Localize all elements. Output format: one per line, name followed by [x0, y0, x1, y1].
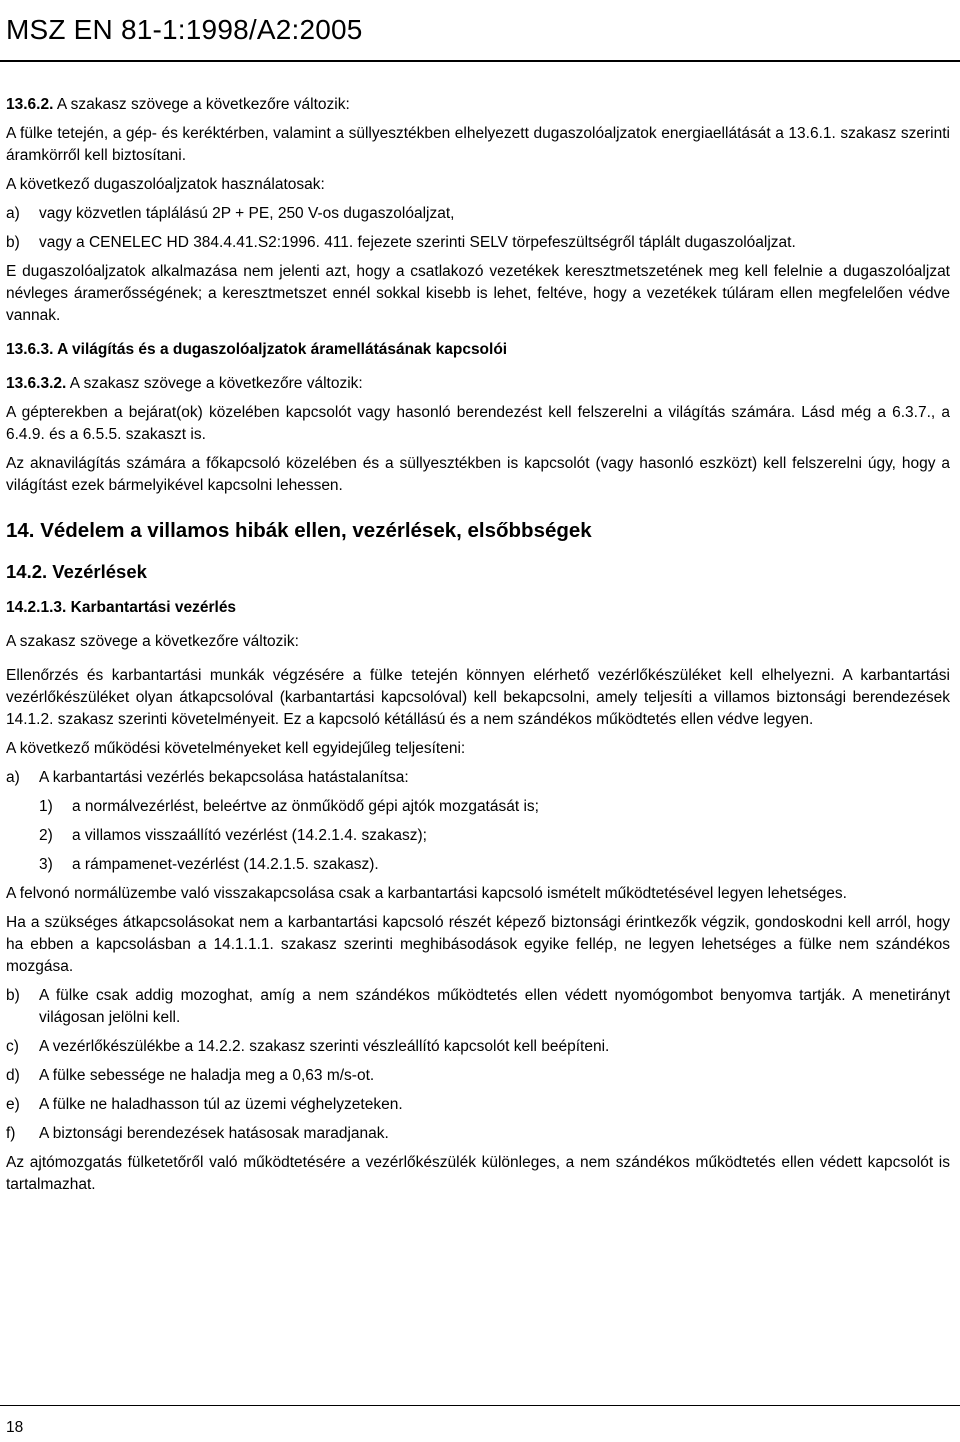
- paragraph: Az aknavilágítás számára a főkapcsoló közelében és a süllyesztékben is kapcsolót (vagy hasonló eszközt) kell felszerelni úgy, hogy a világítást ezek bármelyikével kapcsolni lehessen.: [6, 455, 950, 494]
- list-item: [6, 1065, 950, 1087]
- section-14-2-1-3-heading: 14.2.1.3. Karbantartási vezérlés: [6, 599, 237, 616]
- intro-text: A szakasz szövege a következőre változik:: [69, 375, 363, 392]
- page-number: 18: [6, 1419, 24, 1436]
- list-label: 3): [39, 856, 53, 873]
- list-item: [6, 985, 950, 1029]
- list-text: vagy a CENELEC HD 384.4.41.S2:1996. 411. fejezete szerinti SELV törpefeszültségről táplált dugaszolóaljzat.: [39, 234, 796, 251]
- section-13-6-3-heading: 13.6.3. A világítás és a dugaszolóaljzatok áramellátásának kapcsolói: [6, 341, 508, 358]
- intro-text: A szakasz szövege a következőre változik:: [6, 633, 299, 650]
- section-number: 13.6.3.2.: [6, 375, 67, 392]
- list-text: vagy közvetlen táplálású 2P + PE, 250 V-os dugaszolóaljzat,: [39, 205, 455, 222]
- list-item: [6, 1094, 950, 1116]
- list-item: [6, 232, 950, 254]
- list-text: A biztonsági berendezések hatásosak maradjanak.: [39, 1125, 389, 1142]
- list-text: a normálvezérlést, beleértve az önműködő gépi ajtók mozgatását is;: [72, 798, 539, 815]
- header-divider: [0, 60, 960, 62]
- document-standard-title: MSZ EN 81-1:1998/A2:2005: [6, 14, 363, 45]
- list-label: 1): [39, 798, 53, 815]
- list-text: A fülke csak addig mozoghat, amíg a nem szándékos működtetés ellen védett nyomógombot benyomva tartják. A menetirányt világosan jelölni kell.: [39, 987, 950, 1026]
- section-14-2-heading: 14.2. Vezérlések: [6, 561, 147, 582]
- list-text: A fülke sebessége ne haladja meg a 0,63 m/s-ot.: [39, 1067, 375, 1084]
- list-label: b): [6, 987, 20, 1004]
- list-label: a): [6, 205, 20, 222]
- paragraph: E dugaszolóaljzatok alkalmazása nem jelenti azt, hogy a csatlakozó vezetékek keresztmetszetének meg kell felelnie a dugaszolóaljzat névleges áramerősségének; a keresztmetszet ennél sokkal kisebb is lehet, feltéve, hogy a vezetékek túláram ellen megfelelően védve vannak.: [6, 263, 950, 324]
- list-label: e): [6, 1096, 20, 1113]
- paragraph: A következő működési követelményeket kell egyidejűleg teljesíteni:: [6, 740, 466, 757]
- list-text: A karbantartási vezérlés bekapcsolása hatástalanítsa:: [39, 769, 409, 786]
- list-text: a rámpamenet-vezérlést (14.2.1.5. szakasz).: [72, 856, 379, 873]
- sub-list-item: [39, 825, 950, 847]
- list-item: [6, 1123, 950, 1145]
- paragraph: Az ajtómozgatás fülketetőről való működtetésére a vezérlőkészülék különleges, a nem szándékos működtetés ellen védett kapcsolót is tartalmazhat.: [6, 1154, 950, 1193]
- list-label: 2): [39, 827, 53, 844]
- section-number: 13.6.2.: [6, 96, 54, 113]
- list-item: [6, 1036, 950, 1058]
- sub-list-item: [39, 796, 950, 818]
- document-body: [6, 94, 950, 1203]
- section-13-6-2-intro: [6, 94, 950, 116]
- list-label: b): [6, 234, 20, 251]
- list-text: A vezérlőkészülékbe a 14.2.2. szakasz szerinti vészleállító kapcsolót kell beépíteni.: [39, 1038, 610, 1055]
- sub-list-item: [39, 854, 950, 876]
- section-13-6-3-2-intro: [6, 373, 950, 395]
- list-item: [6, 767, 950, 789]
- paragraph: Ellenőrzés és karbantartási munkák végzésére a fülke tetején könnyen elérhető vezérlőkészüléket kell elhelyezni. A karbantartási vezérlőkészüléket olyan átkapcsolóval (karbantartási kapcsolóval) kell bekapcsolni, amely teljesíti a villamos biztonsági berendezések 14.1.2. szakasz szerinti követelményeit. Ez a kapcsoló kétállású és a nem szándékos működtetés ellen védve legyen.: [6, 667, 950, 728]
- paragraph: A gépterekben a bejárat(ok) közelében kapcsolót vagy hasonló berendezést kell felszerelni a világítás számára. Lásd még a 6.3.7., a 6.4.9. és a 6.5.5. szakaszt is.: [6, 404, 950, 443]
- paragraph: A következő dugaszolóaljzatok használatosak:: [6, 176, 325, 193]
- list-text: a villamos visszaállító vezérlést (14.2.1.4. szakasz);: [72, 827, 427, 844]
- list-label: d): [6, 1067, 20, 1084]
- section-14-heading: 14. Védelem a villamos hibák ellen, vezérlések, elsőbbségek: [6, 519, 592, 542]
- list-label: a): [6, 769, 20, 786]
- paragraph: A felvonó normálüzembe való visszakapcsolása csak a karbantartási kapcsoló ismételt működtetésével legyen lehetséges.: [6, 885, 847, 902]
- footer-divider: [0, 1405, 960, 1406]
- list-label: f): [6, 1125, 16, 1142]
- list-item: [6, 203, 950, 225]
- list-text: A fülke ne haladhasson túl az üzemi véghelyzeteken.: [39, 1096, 403, 1113]
- list-label: c): [6, 1038, 19, 1055]
- intro-text: A szakasz szövege a következőre változik:: [56, 96, 350, 113]
- paragraph: A fülke tetején, a gép- és keréktérben, valamint a süllyesztékben elhelyezett dugaszolóaljzatok energiaellátását a 13.6.1. szakasz szerinti áramkörről kell biztosítani.: [6, 125, 950, 164]
- paragraph: Ha a szükséges átkapcsolásokat nem a karbantartási kapcsoló részét képező biztonsági érintkezők végzik, gondoskodni kell arról, hogy ha ebben a kapcsolásban a 14.1.1.1. szakasz szerinti meghibásodások egyike fellép, ne legyen lehetséges a fülke nem szándékos mozgása.: [6, 914, 950, 975]
- page-header: [0, 0, 960, 62]
